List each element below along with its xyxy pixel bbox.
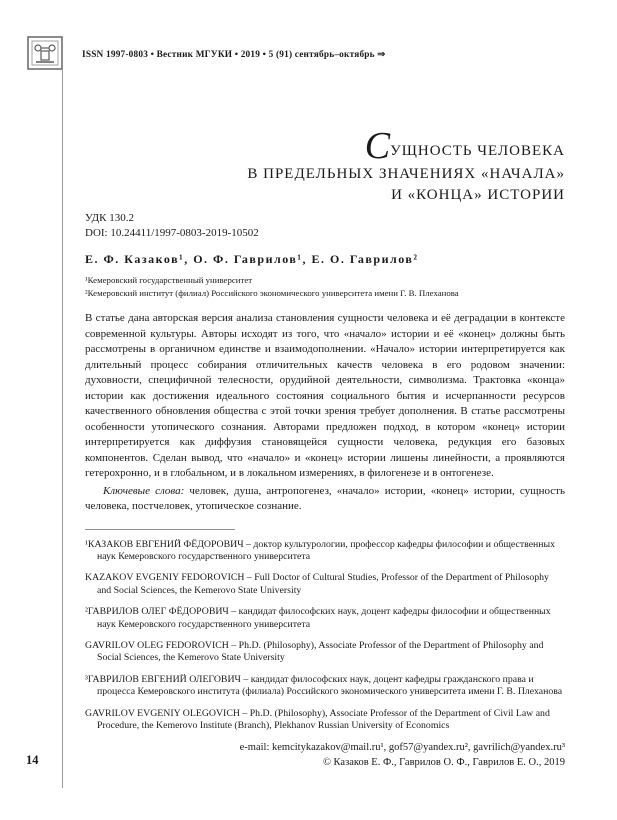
title-line-1 xyxy=(85,125,565,167)
journal-logo-icon xyxy=(27,36,63,70)
copyright-line: © Казаков Е. Ф., Гаврилов О. Ф., Гаврилов Е. О., 2019 xyxy=(322,757,565,769)
keywords-text: человек, душа, антропогенез, «начало» истории, «конец» истории, сущность человека, постчеловек, утопическое сознание. xyxy=(85,484,566,512)
doi-code: DOI: 10.24411/1997-0803-2019-10502 xyxy=(85,227,259,239)
title-line-1-text: УЩНОСТЬ ЧЕЛОВЕКА xyxy=(390,143,565,159)
authors-line: Е. Ф. Казаков¹, О. Ф. Гаврилов¹, Е. О. Гаврилов² xyxy=(85,252,419,266)
journal-header-text: ISSN 1997-0803 • Вестник МГУКИ • 2019 • 5 (91) сентябрь–октябрь ⇒ xyxy=(82,50,386,60)
email-line: e-mail: kemcitykazakov@mail.ru¹, gof57@yandex.ru², gavrilich@yandex.ru³ xyxy=(239,742,565,754)
affiliations xyxy=(85,274,565,299)
article-title xyxy=(85,125,565,206)
journal-logo-ornament xyxy=(27,36,63,70)
page-number: 14 xyxy=(26,753,39,767)
title-initial-dropcap: С xyxy=(364,125,391,167)
footnote-author-bio-en-1: KAZAKOV EVGENIY FEDOROVICH – Full Doctor of Cultural Studies, Professor of the Department of Philosophy and Social Sciences, the Kemerovo State University xyxy=(85,572,549,596)
footnote-author-bio-en-2: GAVRILOV OLEG FEDOROVICH – Ph.D. (Philosophy), Associate Professor of the Department of Philosophy and Social Sciences, the Kemerovo State University xyxy=(85,639,544,664)
title-line-2: В ПРЕДЕЛЬНЫХ ЗНАЧЕНИЯХ «НАЧАЛА» xyxy=(247,166,565,182)
udc-code: УДК 130.2 xyxy=(85,212,135,224)
footnote-divider xyxy=(85,529,235,530)
title-line-3: И «КОНЦА» ИСТОРИИ xyxy=(391,187,565,203)
footnote-author-bio-ru-1: ¹КАЗАКОВ ЕВГЕНИЙ ФЁДОРОВИЧ – доктор культурологии, профессор кафедры философии и общественных наук Кемеровского государственного университета xyxy=(85,538,556,562)
abstract-text: В статье дана авторская версия анализа становления сущности человека и её деградации в контексте современной культуры. Авторы исходят из того, что «начало» истории и её «конец» должны быть рассмотрены в органичном единстве и взаимодополнении. «Начало» истории интерпретируется как длительный процесс собирания отличительных качеств человека в его родовом значении: духовности, специфичной телесности, орудийной деятельности, символизма. Трактовка «конца» истории как достижения идеального состояния социального бытия и исчерпанности ресурсов качественного обновления общества с этой точки зрения требует дополнения. В статье рассмотрены особенности утопического сознания. Авторами предложен подход, в котором «конец» истории интерпретируется как диффузия становящейся сущности человека, редукция его базовых компонентов. Сделан вывод, что «начало» и «конец» истории лишены линейности, а проявляются гетерохронно, и в глобальном, и в локальном измерениях, в филогенезе и в онтогенезе. xyxy=(85,312,565,479)
left-margin-rule xyxy=(62,36,63,788)
keywords-label: Ключевые слова: xyxy=(103,484,185,497)
keywords-line xyxy=(85,484,565,515)
footnote-author-bio-ru-2: ²ГАВРИЛОВ ОЛЕГ ФЁДОРОВИЧ – кандидат философских наук, доцент кафедры философии и общественных наук Кемеровского государственного университета xyxy=(85,606,551,630)
affiliation-1: ¹Кемеровский государственный университет xyxy=(85,275,253,285)
footnote-author-bio-en-3: GAVRILOV EVGENIY OLEGOVICH – Ph.D. (Philosophy), Associate Professor of the Department of Civil Law and Procedure, the Kemerovo Institute (Branch), Plekhanov Russian University of Economics xyxy=(85,707,550,731)
affiliation-2: ²Кемеровский институт (филиал) Российского экономического университета имени Г. В. Плеханова xyxy=(85,287,459,298)
article-content xyxy=(85,125,566,769)
footnote-author-bio-ru-3: ³ГАВРИЛОВ ЕВГЕНИЙ ОЛЕГОВИЧ – кандидат философских наук, доцент кафедры гражданского права и процесса Кемеровского института (филиала) Российского экономического университета имени Г. В. Плеханова xyxy=(85,673,563,698)
